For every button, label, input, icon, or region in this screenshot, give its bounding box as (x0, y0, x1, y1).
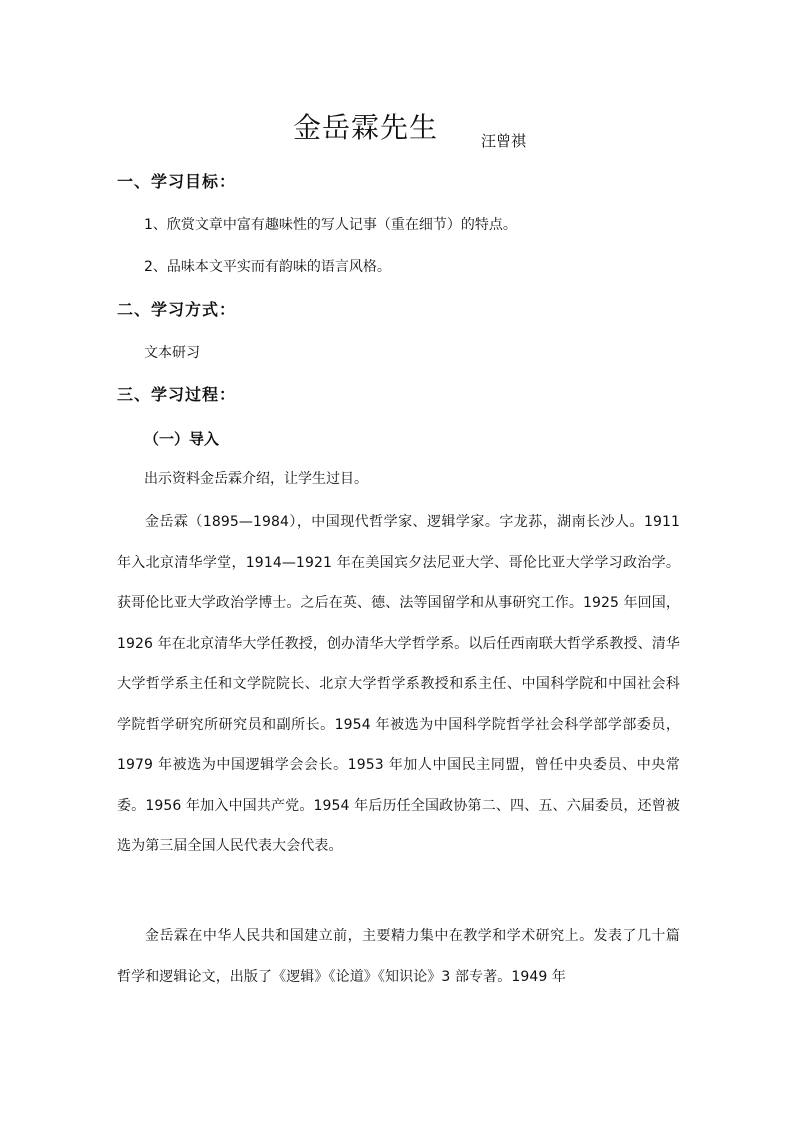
introduction-instruction: 出示资料金岳霖介绍，让学生过目。 (144, 471, 368, 487)
learning-goal-item: 2、品味本文平实而有韵味的语言风格。 (144, 259, 391, 275)
subsection-heading-introduction: （一）导入 (144, 430, 220, 448)
biography-paragraph: 金岳霖（1895—1984），中国现代哲学家、逻辑学家。字龙荪，湖南长沙人。1911 年入北京清华学堂，1914—1921 年在美国宾夕法尼亚大学、哥伦比亚大学学习政治学。获哥伦比亚大学政治学博士。之后在英、德、法等国留学和从事研究工作。1925 年回国，1926 年在北京清华大学任教授，创办清华大学哲学系。以后任西南联大哲学系教授、清华大学哲学系主任和文学院院长、北京大学哲学系教授和系主任、中国科学院和中国社会科学院哲学研究所研究员和副所长。1954 年被选为中国科学院哲学社会科学部学部委员，1979 年被选为中国逻辑学会会长。1953 年加人中国民主同盟，曾任中央委员、中央常委。1956 年加入中国共产党。1954 年后历任全国政协第二、四、五、六届委员，还曾被选为第三届全国人民代表大会代表。 (117, 514, 680, 854)
author-name: 汪曾祺 (481, 132, 527, 150)
learning-method-item: 文本研习 (144, 345, 200, 361)
document-title: 金岳霖先生 (293, 111, 439, 144)
biography-paragraph: 金岳霖在中华人民共和国建立前，主要精力集中在教学和学术研究上。发表了几十篇哲学和逻辑论文，出版了《逻辑》《论道》《知识论》3 部专著。1949 年 (117, 928, 680, 985)
section-heading-learning-process: 三、学习过程： (117, 385, 237, 404)
learning-goal-item: 1、欣赏文章中富有趣味性的写人记事（重在细节）的特点。 (144, 217, 517, 233)
section-heading-learning-goals: 一、学习目标： (117, 172, 237, 191)
section-heading-learning-method: 二、学习方式： (117, 300, 237, 319)
